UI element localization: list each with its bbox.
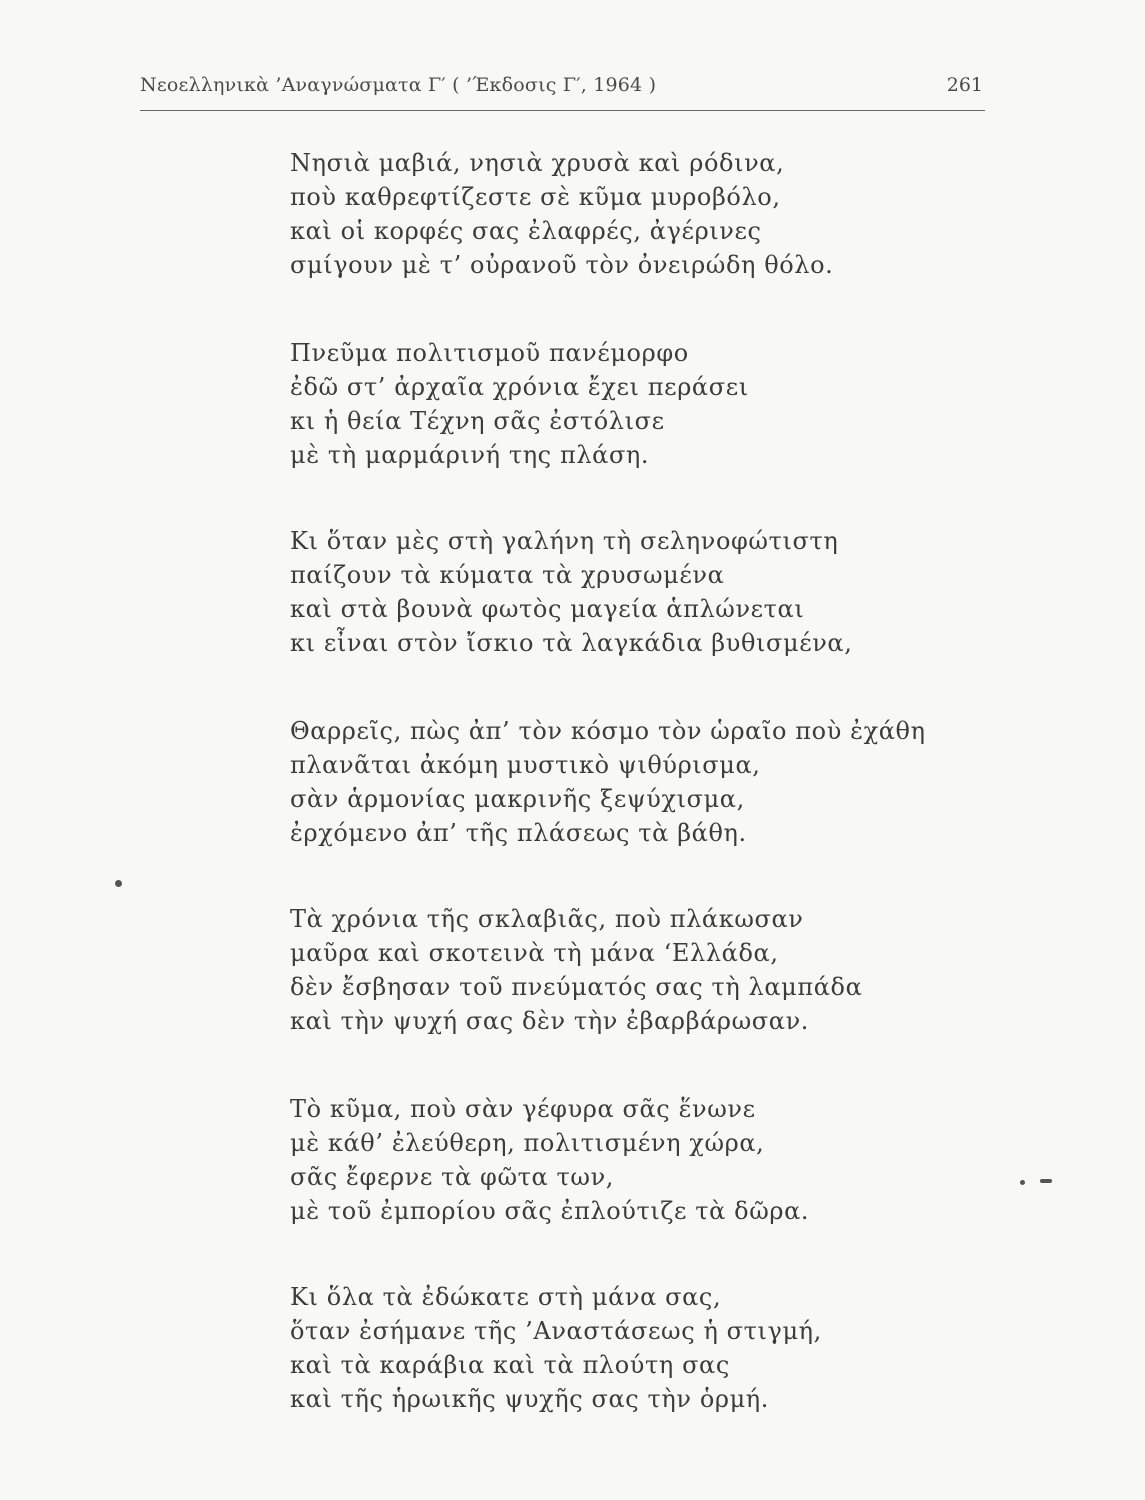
poem-line: καὶ τῆς ἡρωικῆς ψυχῆς σας τὴν ὁρμή.: [290, 1385, 769, 1413]
page-number: 261: [946, 74, 983, 96]
poem-line: δὲν ἔσβησαν τοῦ πνεύματός σας τὴ λαμπάδα: [290, 973, 863, 1001]
stanza-3: [290, 524, 852, 660]
poem-line: καὶ τὴν ψυχή σας δὲν τὴν ἐβαρβάρωσαν.: [290, 1007, 810, 1035]
poem-line: καὶ στὰ βουνὰ φωτὸς μαγεία ἁπλώνεται: [290, 595, 805, 623]
poem-line: παίζουν τὰ κύματα τὰ χρυσωμένα: [290, 561, 725, 589]
stanza-6: [290, 1092, 809, 1228]
poem-line: πλανᾶται ἀκόμη μυστικὸ ψιθύρισμα,: [290, 751, 761, 779]
poem-line: Κι ὅλα τὰ ἐδώκατε στὴ μάνα σας,: [290, 1283, 722, 1311]
poem-line: σᾶς ἔφερνε τὰ φῶτα των,: [290, 1163, 615, 1191]
poem-line: μὲ τοῦ ἐμπορίου σᾶς ἐπλούτιζε τὰ δῶρα.: [290, 1197, 810, 1225]
poem-line: κι εἶναι στὸν ἴσκιο τὰ λαγκάδια βυθισμένα,: [290, 629, 853, 657]
poem-line: μὲ τὴ μαρμάρινή της πλάση.: [290, 441, 650, 469]
poem-line: Κι ὅταν μὲς στὴ γαλήνη τὴ σεληνοφώτιστη: [290, 527, 839, 555]
stanza-2: [290, 336, 749, 472]
poem-line: μαῦρα καὶ σκοτεινὰ τὴ μάνα ‘Ελλάδα,: [290, 939, 779, 967]
poem-line: Τὰ χρόνια τῆς σκλαβιᾶς, ποὺ πλάκωσαν: [290, 905, 804, 933]
poem-line: καὶ οἱ κορφές σας ἐλαφρές, ἀγέρινες: [290, 217, 762, 245]
scan-speck: [1040, 1179, 1052, 1183]
poem-line: σὰν ἁρμονίας μακρινῆς ξεψύχισμα,: [290, 785, 745, 813]
running-head-title: Νεοελληνικὰ ’Αναγνώσματα Γ′ ( ’Έκδοσις Γ′, 1964 ): [140, 74, 657, 96]
stanza-1: [290, 146, 833, 282]
poem-line: ἐρχόμενο ἀπ’ τῆς πλάσεως τὰ βάθη.: [290, 819, 747, 847]
poem-line: ἐδῶ στ’ ἀρχαῖα χρόνια ἔχει περάσει: [290, 373, 749, 401]
poem-line: μὲ κάθ’ ἐλεύθερη, πολιτισμένη χώρα,: [290, 1129, 765, 1157]
poem-line: Νησιὰ μαβιά, νησιὰ χρυσὰ καὶ ρόδινα,: [290, 149, 785, 177]
stanza-5: [290, 902, 862, 1038]
poem-line: Τὸ κῦμα, ποὺ σὰν γέφυρα σᾶς ἕνωνε: [290, 1095, 756, 1123]
poem-line: σμίγουν μὲ τ’ οὐρανοῦ τὸν ὀνειρώδη θόλο.: [290, 251, 834, 279]
poem-line: καὶ τὰ καράβια καὶ τὰ πλούτη σας: [290, 1351, 730, 1379]
poem-line: Πνεῦμα πολιτισμοῦ πανέμορφο: [290, 339, 689, 367]
poem-line: Θαρρεῖς, πὼς ἀπ’ τὸν κόσμο τὸν ὡραῖο ποὺ ἐχάθη: [290, 717, 926, 745]
poem-line: κι ἡ θεία Τέχνη σᾶς ἐστόλισε: [290, 407, 665, 435]
stanza-4: [290, 714, 926, 850]
scan-speck: [115, 880, 122, 887]
scan-speck: [1020, 1180, 1025, 1185]
page-header: [140, 66, 985, 111]
poem-line: ὅταν ἐσήμανε τῆς ’Αναστάσεως ἡ στιγμή,: [290, 1317, 822, 1345]
poem-line: ποὺ καθρεφτίζεστε σὲ κῦμα μυροβόλο,: [290, 183, 781, 211]
stanza-7: [290, 1280, 822, 1416]
